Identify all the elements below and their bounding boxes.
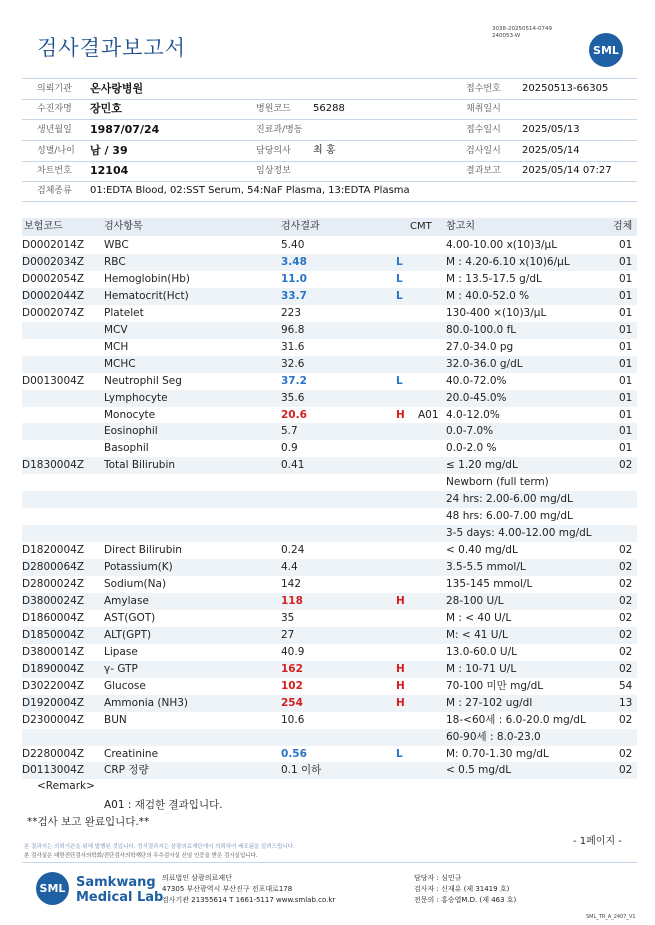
- cell-result: 31.6: [281, 340, 305, 353]
- cell-result: 35: [281, 611, 295, 624]
- cell-spec: 02: [619, 578, 633, 590]
- cell-item: MCH: [104, 340, 129, 353]
- cell-result: 20.6: [281, 408, 307, 421]
- cell-ref: Newborn (full term): [446, 476, 549, 489]
- cell-code: D3022004Z: [22, 679, 85, 692]
- cell-code: D0002014Z: [22, 239, 85, 251]
- cell-result: 96.8: [281, 323, 305, 336]
- cell-code: D2300004Z: [22, 713, 85, 726]
- cell-item: Hematocrit(Hct): [104, 289, 189, 302]
- table-row: [22, 627, 637, 644]
- report-complete: **검사 보고 완료입니다.**: [27, 816, 150, 828]
- cell-result: 0.9: [281, 442, 298, 455]
- cell-code: D0013004Z: [22, 374, 85, 387]
- cell-spec: 01: [619, 255, 633, 268]
- cell-result: 5.40: [281, 239, 305, 251]
- cell-item: MCHC: [104, 357, 136, 370]
- table-row: [22, 288, 637, 305]
- cell-spec: 01: [619, 289, 633, 302]
- cell-result: 142: [281, 578, 302, 590]
- cell-ref: 3.5-5.5 mmol/L: [446, 561, 526, 574]
- cell-ref: M : 27-102 ug/dl: [446, 696, 533, 709]
- cell-ref: M : 4.20-6.10 x(10)6/μL: [446, 255, 570, 268]
- table-row: [22, 457, 637, 474]
- cell-ref: 27.0-34.0 pg: [446, 340, 514, 353]
- cell-spec: 54: [619, 679, 633, 692]
- cell-ref: 135-145 mmol/L: [446, 578, 533, 590]
- brand-name: Samkwang Medical Lab: [76, 875, 164, 905]
- cell-code: D0002044Z: [22, 289, 85, 302]
- cell-spec: 01: [619, 442, 633, 455]
- cell-ref: 0.0-7.0%: [446, 425, 494, 438]
- cell-result: 4.4: [281, 561, 298, 574]
- cell-code: D1860004Z: [22, 611, 85, 624]
- cell-spec: 02: [619, 645, 633, 658]
- form-id: SML_TR_A_2407_V1: [586, 914, 636, 920]
- col-ref: 참고치: [446, 221, 475, 232]
- cell-item: γ- GTP: [104, 662, 138, 675]
- cell-spec: 02: [619, 628, 633, 641]
- cell-item: Glucose: [104, 679, 146, 692]
- cell-item: Sodium(Na): [104, 578, 167, 590]
- table-row: [22, 610, 637, 627]
- cell-item: Lipase: [104, 645, 138, 658]
- cell-item: BUN: [104, 713, 127, 726]
- cell-spec: 01: [619, 306, 633, 319]
- remark-title: <Remark>: [37, 780, 95, 792]
- cell-flag: H: [396, 594, 405, 607]
- cell-result: 33.7: [281, 289, 307, 302]
- remark-line: A01 : 재검한 결과입니다.: [104, 799, 223, 811]
- cell-flag: H: [396, 662, 405, 675]
- cell-result: 254: [281, 696, 303, 709]
- cell-spec: 01: [619, 323, 633, 336]
- cell-item: CRP 정량: [104, 764, 149, 777]
- cell-item: MCV: [104, 323, 128, 336]
- cell-spec: 01: [619, 391, 633, 404]
- cell-item: RBC: [104, 255, 126, 268]
- info-label: 접수번호: [466, 84, 501, 94]
- cell-ref: 3-5 days: 4.00-12.00 mg/dL: [446, 527, 592, 540]
- info-value: 2025/05/13: [522, 124, 580, 135]
- table-row: [22, 559, 637, 576]
- cell-code: D0002034Z: [22, 255, 85, 268]
- cell-item: Neutrophil Seg: [104, 374, 182, 387]
- info-label: 결과보고: [466, 166, 501, 176]
- cell-item: Monocyte: [104, 408, 156, 421]
- table-row: [22, 525, 637, 542]
- info-label: 의뢰기관: [37, 84, 72, 94]
- cell-code: D2800064Z: [22, 561, 85, 574]
- sml-footer-logo: SML: [36, 872, 69, 905]
- cell-result: 162: [281, 662, 303, 675]
- table-row: [22, 762, 637, 779]
- cell-ref: 4.00-10.00 x(10)3/μL: [446, 239, 558, 251]
- table-row: [22, 491, 637, 508]
- info-label: 담당의사: [256, 146, 291, 156]
- cell-item: Eosinophil: [104, 425, 158, 438]
- info-value: 장민호: [90, 102, 122, 115]
- signatures: 담당자 : 심민규 검사자 : 신재유 (제 31419 호) 전문의 : 홍승엽M.D. (제 463 호): [414, 874, 517, 904]
- table-row: [22, 423, 637, 440]
- note-1: 본 결과지는 의뢰기관을 위해 발행된 것입니다. 정식결과지는 삼광의료재단에서 의뢰하여 배포됨을 알려드립니다.: [24, 844, 295, 850]
- cell-result: 27: [281, 628, 295, 641]
- cell-ref: M : 13.5-17.5 g/dL: [446, 272, 542, 285]
- document-id: 3038-20250514-0749 240053-W: [492, 26, 552, 39]
- cell-result: 118: [281, 594, 303, 607]
- cell-code: D3800024Z: [22, 594, 85, 607]
- cell-spec: 01: [619, 272, 633, 285]
- cell-item: Platelet: [104, 306, 144, 319]
- cell-ref: 40.0-72.0%: [446, 374, 507, 387]
- cell-item: Lymphocyte: [104, 391, 168, 404]
- cell-ref: 13.0-60.0 U/L: [446, 645, 517, 658]
- info-value: 온사랑병원: [90, 82, 144, 95]
- info-label: 임상정보: [256, 166, 291, 176]
- info-label: 생년월일: [37, 125, 72, 135]
- org-info: 의료법인 삼광의료재단 47305 부산광역시 부산진구 전포대로178 검사기관 21355614 T 1661-5117 www.smlab.co.kr: [162, 874, 336, 904]
- cell-spec: 02: [619, 611, 633, 624]
- cell-result: 223: [281, 306, 302, 319]
- cell-spec: 02: [619, 764, 633, 777]
- info-value: 2025/05/14: [522, 145, 580, 156]
- page-number: - 1페이지 -: [573, 836, 622, 847]
- cell-flag: H: [396, 679, 405, 692]
- cell-item: Ammonia (NH3): [104, 696, 189, 709]
- note-2: 본 검사실은 대한진단검사의학회/진단검사의학재단의 우수검사실 신임 인증을 받은 검사실입니다.: [24, 853, 258, 859]
- info-label: 차트번호: [37, 166, 72, 176]
- table-row: [22, 305, 637, 322]
- cell-code: D1820004Z: [22, 544, 85, 557]
- info-value: 최 홍: [313, 145, 336, 156]
- cell-spec: 01: [619, 425, 633, 438]
- table-row: [22, 373, 637, 390]
- cell-result: 102: [281, 679, 303, 692]
- col-cmt: CMT: [410, 221, 432, 232]
- cell-ref: 32.0-36.0 g/dL: [446, 357, 523, 370]
- table-row: [22, 440, 637, 457]
- cell-result: 3.48: [281, 255, 307, 268]
- cell-item: Potassium(K): [104, 561, 173, 574]
- cell-ref: M : < 40 U/L: [446, 611, 512, 624]
- cell-code: D3800014Z: [22, 645, 85, 658]
- cell-result: 5.7: [281, 425, 298, 438]
- page-title: 검사결과보고서: [37, 36, 187, 60]
- cell-result: 37.2: [281, 374, 307, 387]
- cell-result: 0.1 이하: [281, 764, 322, 777]
- cell-ref: 60-90세 : 8.0-23.0: [446, 730, 541, 743]
- cell-item: ALT(GPT): [104, 628, 152, 641]
- cell-code: D1830004Z: [22, 459, 85, 472]
- cell-code: D1850004Z: [22, 628, 85, 641]
- cell-spec: 01: [619, 340, 633, 353]
- cell-ref: < 0.40 mg/dL: [446, 544, 518, 557]
- cell-flag: L: [396, 272, 403, 285]
- cell-spec: 01: [619, 357, 633, 370]
- col-spec: 검체: [613, 221, 633, 232]
- cell-item: Hemoglobin(Hb): [104, 272, 191, 285]
- cell-item: Amylase: [104, 594, 149, 607]
- cell-spec: 01: [619, 408, 633, 421]
- table-row: [22, 339, 637, 356]
- table-row: [22, 390, 637, 407]
- cell-ref: 0.0-2.0 %: [446, 442, 497, 455]
- table-row: [22, 474, 637, 491]
- info-label: 검사일시: [466, 146, 501, 156]
- cell-result: 35.6: [281, 391, 305, 404]
- cell-ref: M: < 41 U/L: [446, 628, 508, 641]
- table-row: [22, 678, 637, 695]
- cell-ref: 80.0-100.0 fL: [446, 323, 517, 336]
- table-row: [22, 576, 637, 593]
- cell-flag: L: [396, 747, 403, 760]
- cell-ref: 70-100 미만 mg/dL: [446, 679, 544, 692]
- table-row: [22, 542, 637, 559]
- cell-item: Total Bilirubin: [104, 459, 176, 472]
- info-label: 진료과/병동: [256, 125, 303, 135]
- cell-code: D0113004Z: [22, 764, 85, 777]
- info-label: 수진자명: [37, 104, 72, 114]
- cell-result: 0.56: [281, 747, 307, 760]
- cell-result: 40.9: [281, 645, 305, 658]
- cell-spec: 01: [619, 374, 633, 387]
- info-value: 1987/07/24: [90, 123, 160, 136]
- table-row: [22, 508, 637, 525]
- cell-spec: 02: [619, 662, 633, 675]
- table-row: [22, 271, 637, 288]
- cell-spec: 02: [619, 747, 633, 760]
- cell-result: 11.0: [281, 272, 307, 285]
- cell-flag: L: [396, 289, 403, 302]
- info-label: 채취일시: [466, 104, 501, 114]
- cell-item: Direct Bilirubin: [104, 544, 182, 557]
- cell-flag: H: [396, 408, 405, 421]
- cell-ref: 130-400 ×(10)3/μL: [446, 306, 547, 319]
- cell-ref: M : 40.0-52.0 %: [446, 289, 530, 302]
- cell-code: D1920004Z: [22, 696, 85, 709]
- cell-item: Creatinine: [104, 747, 159, 760]
- table-row: [22, 237, 637, 254]
- cell-spec: 01: [619, 239, 633, 251]
- table-row: [22, 254, 637, 271]
- cell-code: D0002074Z: [22, 306, 85, 319]
- cell-spec: 02: [619, 713, 633, 726]
- table-row: [22, 644, 637, 661]
- table-row: [22, 729, 637, 746]
- cell-code: D0002054Z: [22, 272, 85, 285]
- cell-ref: ≤ 1.20 mg/dL: [446, 459, 518, 472]
- cell-flag: H: [396, 696, 405, 709]
- cell-ref: 18-<60세 : 6.0-20.0 mg/dL: [446, 713, 586, 726]
- col-item: 검사항목: [104, 221, 143, 232]
- info-label: 성별/나이: [37, 146, 75, 156]
- info-value: 12104: [90, 164, 129, 177]
- cell-spec: 02: [619, 544, 633, 557]
- table-row: [22, 661, 637, 678]
- cell-ref: M: 0.70-1.30 mg/dL: [446, 747, 549, 760]
- table-row: [22, 695, 637, 712]
- cell-result: 0.41: [281, 459, 305, 472]
- cell-ref: M : 10-71 U/L: [446, 662, 517, 675]
- cell-spec: 02: [619, 594, 633, 607]
- table-row: [22, 356, 637, 373]
- cell-flag: L: [396, 374, 403, 387]
- cell-item: Basophil: [104, 442, 149, 455]
- info-label: 검체종류: [37, 186, 72, 196]
- info-value: 2025/05/14 07:27: [522, 165, 612, 176]
- cell-spec: 13: [619, 696, 633, 709]
- cell-cmt: A01: [418, 408, 439, 421]
- col-result: 검사결과: [281, 221, 320, 232]
- cell-spec: 02: [619, 561, 633, 574]
- info-label: 병원코드: [256, 104, 291, 114]
- cell-ref: 4.0-12.0%: [446, 408, 500, 421]
- info-value: 01:EDTA Blood, 02:SST Serum, 54:NaF Plasma, 13:EDTA Plasma: [90, 185, 410, 196]
- cell-ref: 20.0-45.0%: [446, 391, 507, 404]
- cell-result: 10.6: [281, 713, 305, 726]
- cell-ref: < 0.5 mg/dL: [446, 764, 512, 777]
- table-row: [22, 593, 637, 610]
- table-row: [22, 322, 637, 339]
- table-row: [22, 407, 637, 424]
- info-value: 남 / 39: [90, 144, 128, 157]
- cell-code: D2800024Z: [22, 578, 85, 590]
- cell-code: D1890004Z: [22, 662, 85, 675]
- cell-item: AST(GOT): [104, 611, 156, 624]
- table-row: [22, 712, 637, 729]
- cell-flag: L: [396, 255, 403, 268]
- cell-item: WBC: [104, 239, 129, 251]
- cell-ref: 28-100 U/L: [446, 594, 504, 607]
- info-value: 56288: [313, 103, 345, 114]
- col-code: 보험코드: [24, 221, 63, 232]
- results-table-header: [22, 218, 637, 236]
- info-value: 20250513-66305: [522, 83, 609, 94]
- cell-result: 0.24: [281, 544, 305, 557]
- cell-spec: 02: [619, 459, 633, 472]
- cell-ref: 48 hrs: 6.00-7.00 mg/dL: [446, 510, 573, 523]
- cell-result: 32.6: [281, 357, 305, 370]
- sml-logo: SML: [589, 33, 623, 67]
- info-label: 접수일시: [466, 125, 501, 135]
- table-row: [22, 746, 637, 763]
- cell-ref: 24 hrs: 2.00-6.00 mg/dL: [446, 493, 573, 506]
- cell-code: D2280004Z: [22, 747, 85, 760]
